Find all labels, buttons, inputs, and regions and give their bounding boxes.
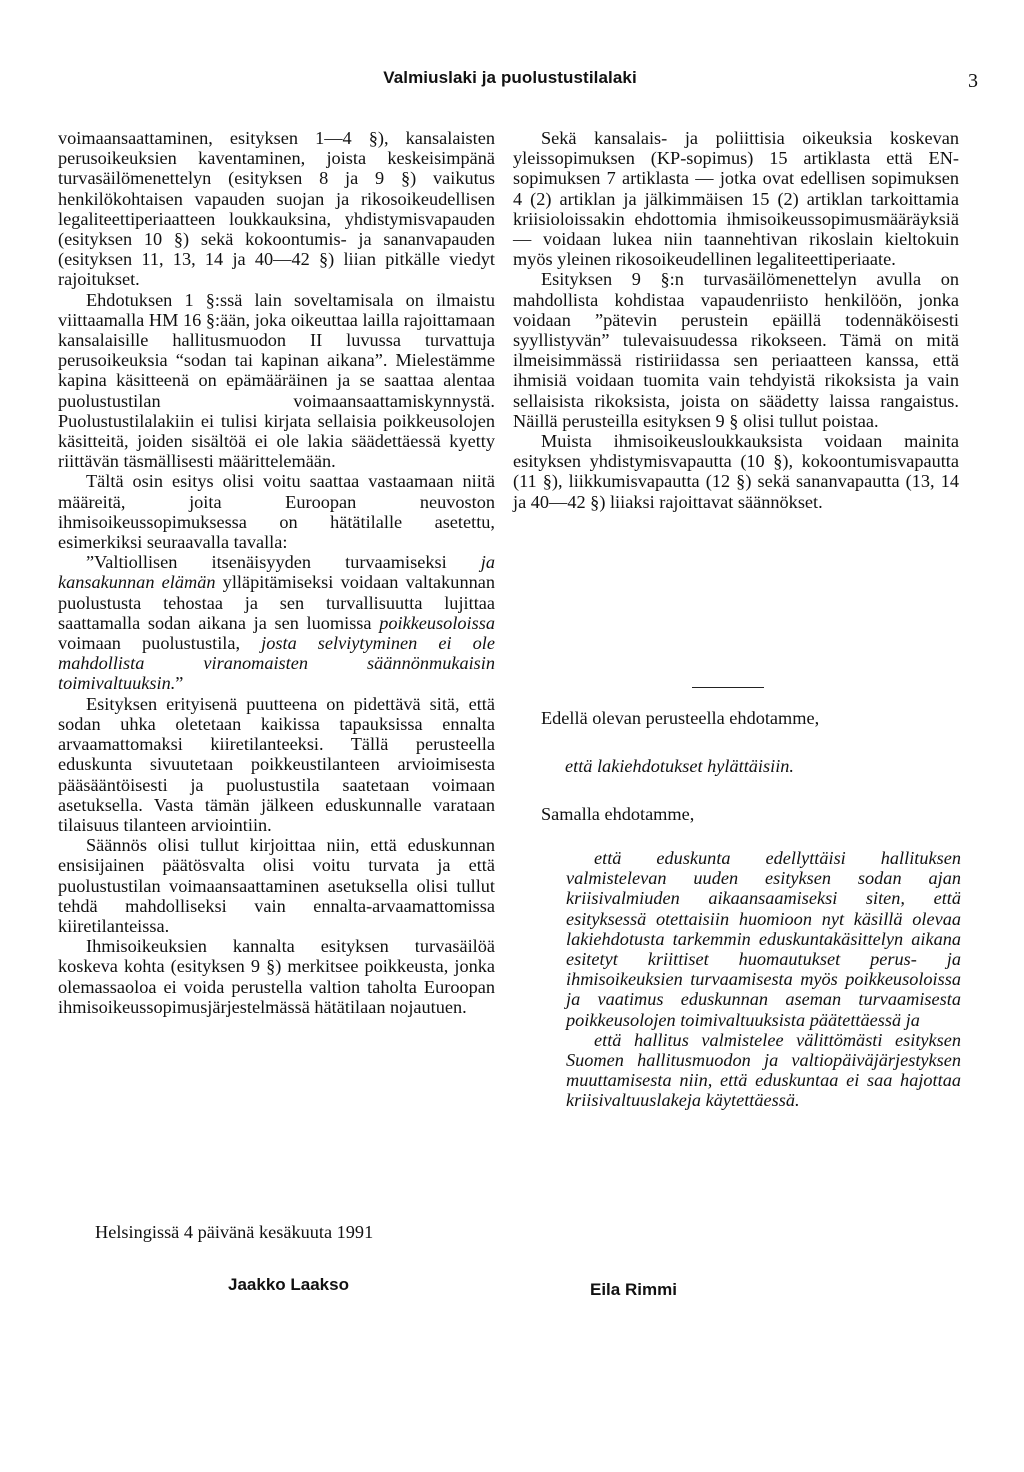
left-paragraph-2: Ehdotuksen 1 §:ssä lain soveltamisala on ilmaistu viittaamalla HM 16 §:ään, joka oikeuttaa lailla rajoittamaan kansalaisille hallitusmuodon II luvussa turvattuja perusoikeuksia “sodan tai kapinan aikana”. Mielestämme kapina käsitteenä on epämääräinen ja se saattaa alentaa puolustustilan voimaansaattamiskynnystä. Puolustustilalakiin ei tulisi kirjata sellaisia poikkeusolojen käsitteitä, joiden sisältöä ei ole lakia säädettäessä kyetty riittävän täsmällisesti määrittelemään. [58,289,495,472]
right-paragraph-3: Muista ihmisoikeusloukkauksista voidaan mainita esityksen yhdistymisvapautta (10 §), kokoontumisvapautta (11 §), liikkumisvapautta (12 §) sekä sananvapautta (13, 14 ja 40—42 §) liiaksi rajoittavat säännökset. [513,431,959,512]
proposal-intro-2: Samalla ehdotamme, [541,804,695,825]
page-number: 3 [968,70,978,92]
right-paragraph-2: Esityksen 9 §:n turvasäilömenettelyn avulla on mahdollista kohdistaa vapaudenriisto henkilöön, jonka voidaan ”pätevin perustein epäillä todennäköisesti syyllistyvän” tulevaisuudessa rikokseen. Tämä on mitä ilmeisimmässä ristiriidassa sen periaatteen kanssa, että ihmisiä voidaan tuomita vain tehdyistä rikoksista ja vain sellaisista rikoksista, joista on säädetty laissa rangaistus. Näillä perusteilla esityksen 9 § olisi tullut poistaa. [513,269,959,431]
quote-text-1: ”Valtiollisen itsenäisyyden turvaamiseksi [86,552,481,573]
left-column [58,128,495,1017]
left-paragraph-7: Ihmisoikeuksien kannalta esityksen turvasäilöä koskeva kohta (esityksen 9 §) merkitsee poikkeusta, jonka olemassaoloa ei voida perustella valtion taholta Euroopan ihmisoikeussopimusjärjestelmässä hätätilaan nojautuen. [58,936,495,1017]
proposal-resolutions [566,848,961,1111]
right-column [513,128,959,512]
signer-1-name: Jaakko Laakso [228,1275,349,1294]
right-paragraph-1: Sekä kansalais- ja poliittisia oikeuksia koskevan yleissopimuksen (KP-sopimus) 15 artiklasta että EN-sopimuksen 7 artiklasta — jotka ovat edellisen sopimuksen 4 (2) artiklan ja jälkimmäisen 15 (2) artiklan tarkoittamia kriisioloissakin ehdottomia ihmisoikeussopimusmääräyksiä — voidaan lukea niin taannehtivan rikoslain kieltokuin myös yleinen rikosoikeudellinen legaliteettiperiaate. [513,128,959,270]
left-quote-paragraph [58,552,495,693]
left-paragraph-1: voimaansaattaminen, esityksen 1—4 §), kansalaisten perusoikeuksien kaventaminen, joista keskeisimpänä turvasäilömenettelyn (esityksen 8 ja 9 §) vaikutus henkilökohtaisen vapauden suojan ja rikosoikeudellisen legaliteettiperiaatteen loukkauksina, yhdistymisvapauden (esityksen 10 §) sekä kokoontumis- ja sananvapauden (esityksen 11, 13, 14 ja 40—42 §) liian pitkälle viedyt rajoitukset. [58,128,495,290]
quote-text-2: ylläpitämiseksi voidaan valtakunnan puolustusta tehostaa ja sen turvallisuutta lujittaa saattamalla sodan aikana ja sen luomissa [58,572,495,633]
quote-text-4: ” [175,673,184,694]
section-divider [692,687,764,688]
proposal-resolution-3: että hallitus valmistelee välittömästi esityksen Suomen hallitusmuodon ja valtiopäiväjärjestyksen muuttamisesta niin, että eduskuntaa ei saa hajottaa kriisivaltuuslakeja käytettäessä. [566,1029,961,1111]
quote-italic-1: ja kansakunnan elämän [58,552,495,593]
quote-italic-2: poikkeusoloissa [379,612,495,633]
left-paragraph-5: Esityksen erityisenä puutteena on pidettävä sitä, että sodan uhka oletetaan kaikissa tapauksissa ennalta arvaamattomaksi kiiretilanteeksi. Tällä perusteella eduskunta sivuutetaan poikkeustilanteen arvioimisesta pääsääntöisesti ja puolustustila saatetaan voimaan asetuksella. Vasta tämän jälkeen eduskunnalle varataan tilaisuus tilanteen arviointiin. [58,693,495,835]
proposal-intro: Edellä olevan perusteella ehdotamme, [541,708,820,728]
proposal-block [541,708,961,825]
left-paragraph-3: Tältä osin esitys olisi voitu saattaa vastaamaan niitä määreitä, joita Euroopan neuvoston ihmisoikeussopimuksessa on hätätilalle asetettu, esimerkiksi seuraavalla tavalla: [58,471,495,553]
signer-2-name: Eila Rimmi [590,1280,677,1299]
quote-text-3: voimaan puolustustila, [58,633,262,654]
left-paragraph-6: Säännös olisi tullut kirjoittaa niin, että eduskunnan ensisijainen päätösvalta olisi voitu turvata ja että puolustustilan voimaansaattaminen asetuksella olisi tullut tehdä mahdolliseksi vain ennalta-arvaamattomissa kiiretilanteissa. [58,835,495,936]
proposal-resolution-2: että eduskunta edellyttäisi hallituksen valmistelevan uuden esityksen sodan ajan kriisivalmiuden aikaansaamiseksi siten, että esityksessä otettaisiin huomioon nyt käsillä olevaa lakiehdotusta tarkemmin eduskuntakäsittelyn aikana esitetyt kriittiset huomautukset perus- ja ihmisoikeuksien turvaamisesta myös poikkeusoloissa ja vaatimus eduskunnan aseman turvaamisesta poikkeusolojen toimivaltuuksista päätettäessä ja [566,848,961,1030]
proposal-resolution-1: että lakiehdotukset hylättäisiin. [565,756,794,777]
signature-date-line: Helsingissä 4 päivänä kesäkuuta 1991 [95,1222,374,1242]
quote-italic-3: josta selviytyminen ei ole mahdollista viranomaisten säännönmukaisin toimivaltuuksin. [58,633,495,694]
page-header-title: Valmiuslaki ja puolustustilalaki [383,68,637,87]
